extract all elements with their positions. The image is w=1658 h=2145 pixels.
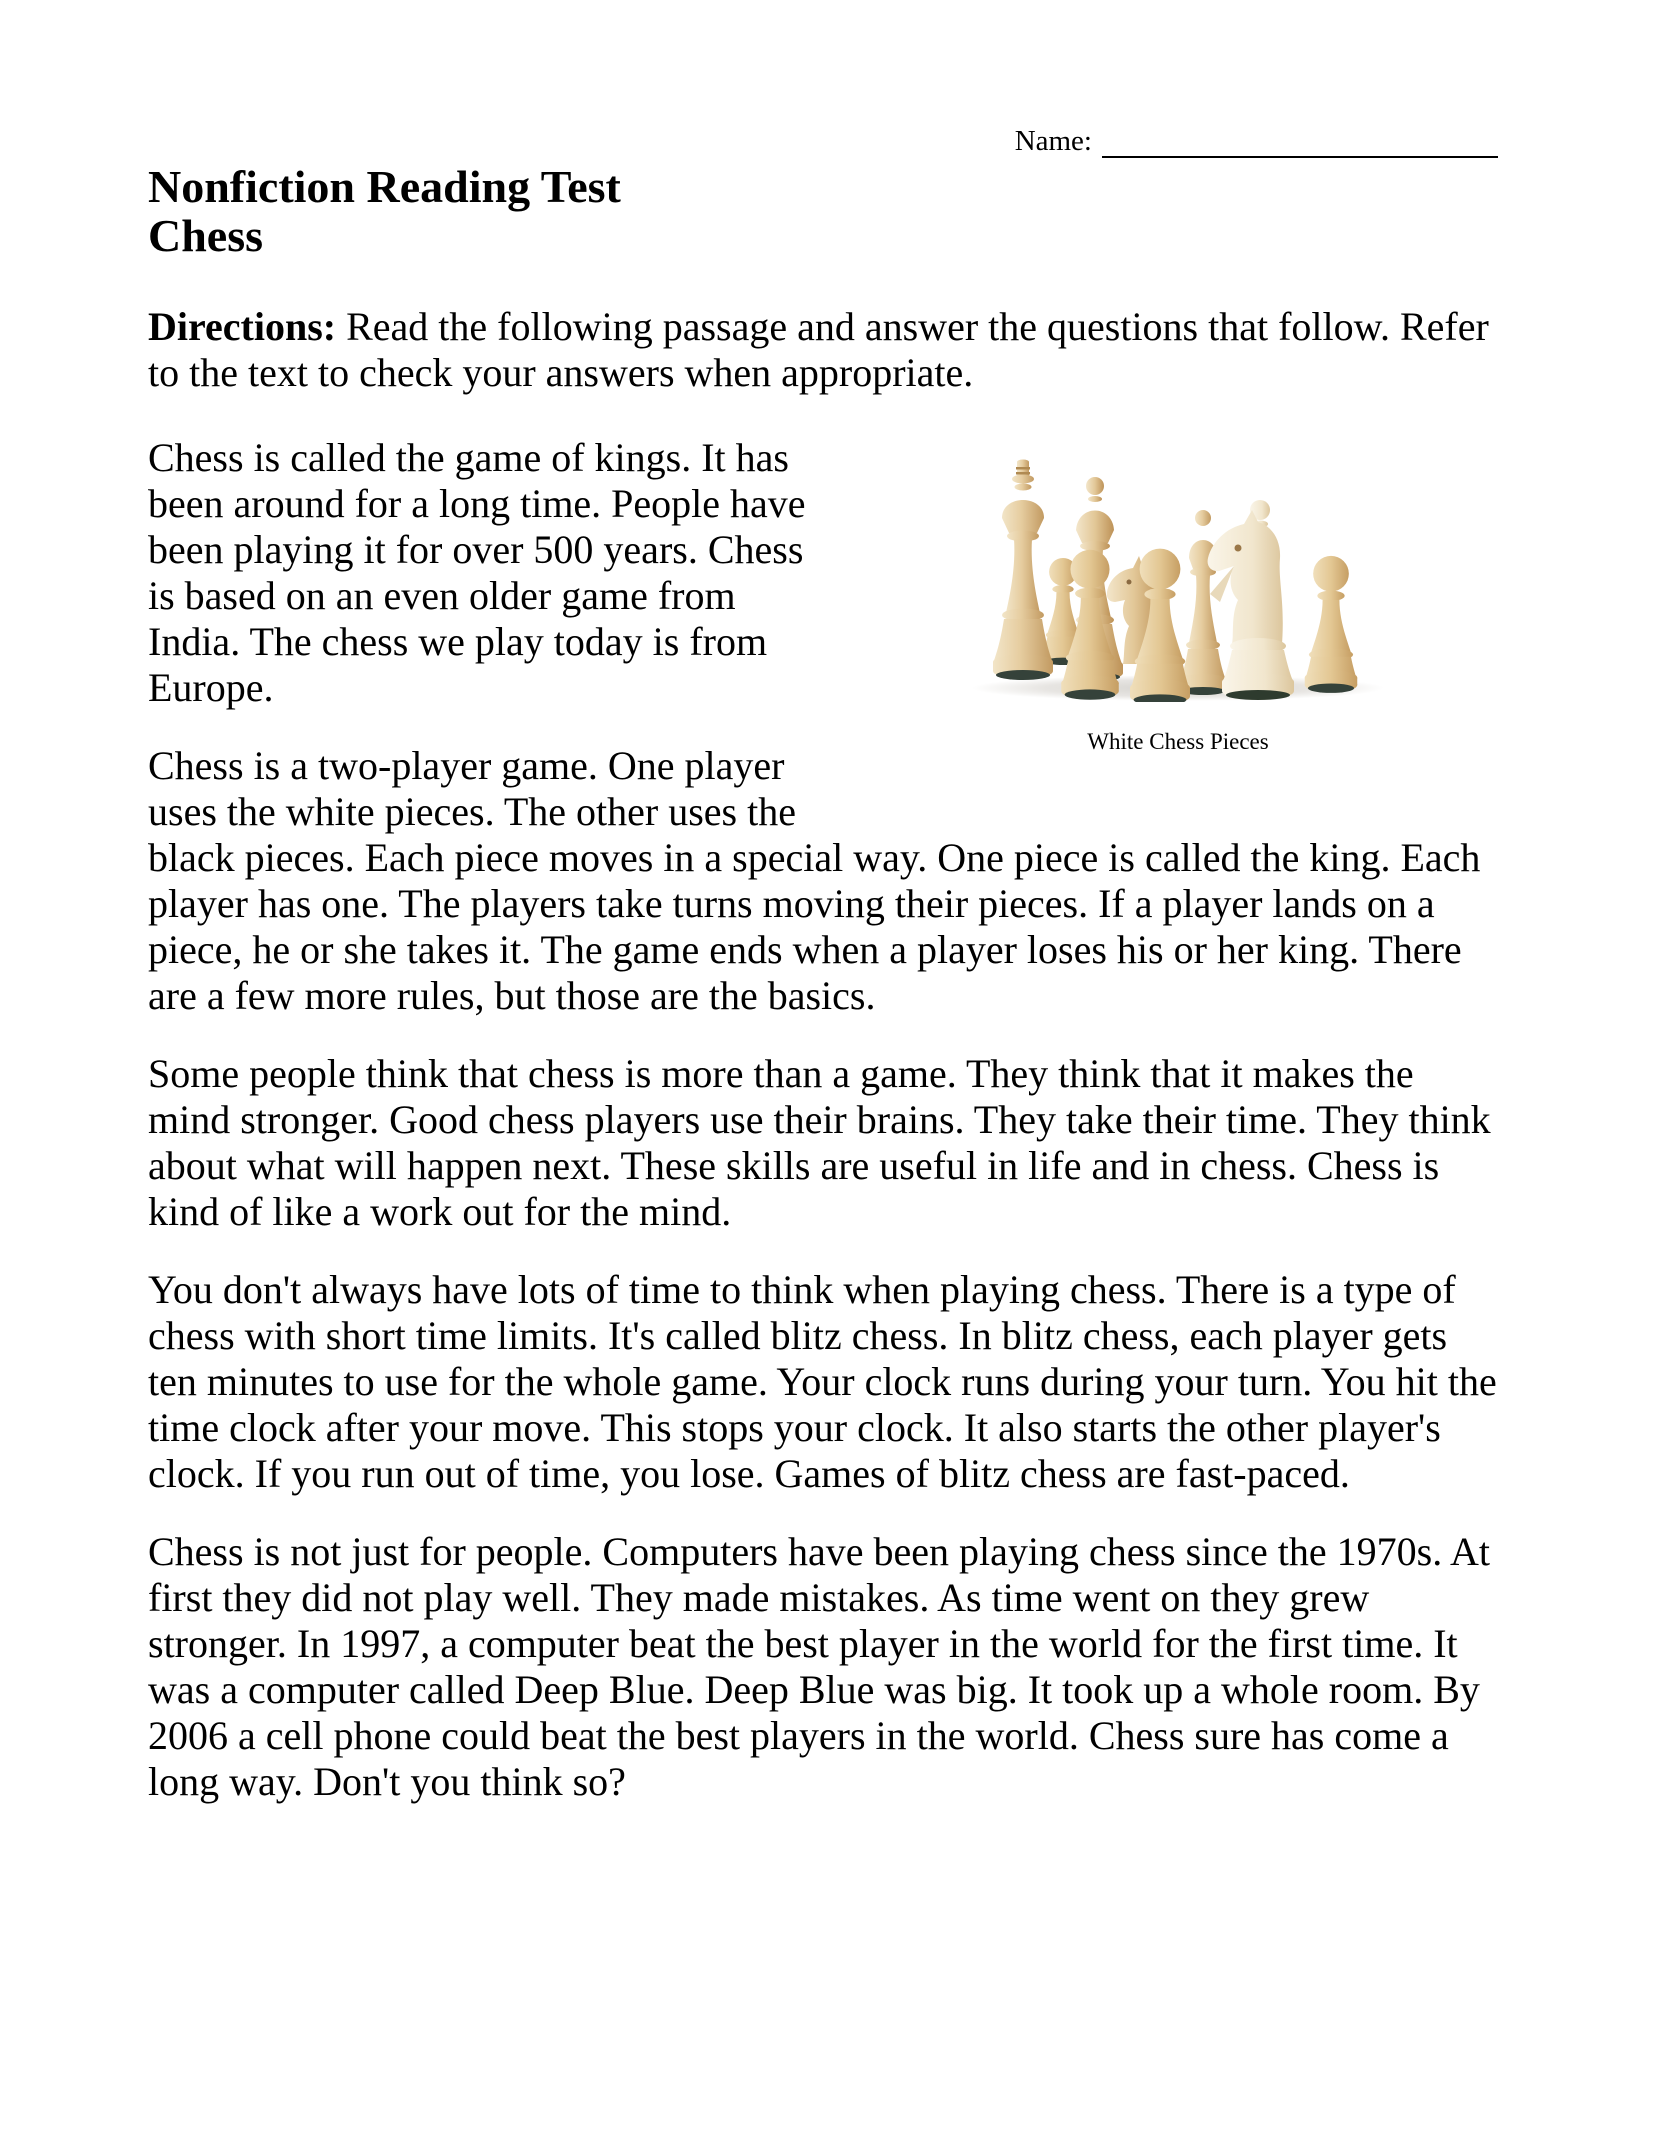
passage-paragraph-1: Chess is called the game of kings. It has been around for a long time. People have been playing it for over 500 years. Chess is based on an even older game from India. The chess we play today is from Europe. [148, 435, 806, 710]
passage-paragraph-5: Chess is not just for people. Computers have been playing chess since the 1970s. At first they did not play well. They made mistakes. As time went on they grew stronger. In 1997, a computer beat the best player in the world for the first time. It was a computer called Deep Blue. Deep Blue was big. It took up a whole room. By 2006 a cell phone could beat the best players in the world. Chess sure has come a long way. Don't you think so? [148, 1529, 1491, 1804]
directions-label: Directions: [148, 304, 337, 349]
passage [148, 435, 1498, 1805]
name-row [148, 118, 1498, 158]
passage-paragraph-4: You don't always have lots of time to think when playing chess. There is a type of chess with short time limits. It's called blitz chess. In blitz chess, each player gets ten minutes to use for the whole game. Your clock runs during your turn. You hit the time clock after your move. This stops your clock. It also starts the other player's clock. If you run out of time, you lose. Games of blitz chess are fast-paced. [148, 1267, 1497, 1496]
page-title [148, 162, 1498, 260]
name-blank-line[interactable] [1102, 126, 1498, 158]
passage-paragraph-2: Chess is a two-player game. One player uses the white pieces. The other uses the black pieces. Each piece moves in a special way. One piece is called the king. Each player has one. The players take turns moving their pieces. If a player lands on a piece, he or she takes it. The game ends when a player loses his or her king. There are a few more rules, but those are the basics. [148, 743, 1481, 1018]
passage-paragraph-3: Some people think that chess is more than a game. They think that it makes the mind stronger. Good chess players use their brains. They take their time. They think about what will happen next. These skills are useful in life and in chess. Chess is kind of like a work out for the mind. [148, 1051, 1491, 1234]
directions [148, 304, 1498, 396]
title-line-2: Chess [148, 210, 264, 261]
figure-caption: White Chess Pieces [1087, 729, 1269, 754]
name-label: Name: [1014, 125, 1092, 157]
chess-figure [858, 452, 1498, 755]
white-chess-pieces-photo [963, 452, 1393, 702]
title-line-1: Nonfiction Reading Test [148, 161, 621, 212]
right-pawn-piece [1305, 556, 1358, 693]
directions-text: Read the following passage and answer the questions that follow. Refer to the text to check your answers when appropriate. [148, 304, 1489, 395]
king-piece [993, 460, 1053, 681]
